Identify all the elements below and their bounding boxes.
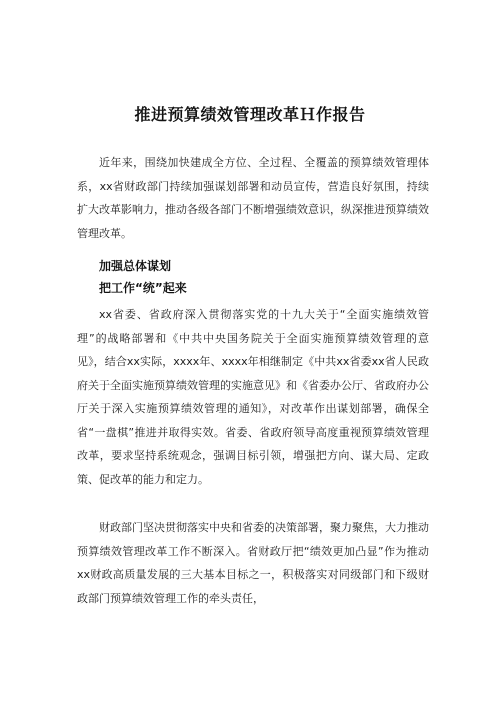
paragraph-intro: 近年来，围绕加快建成全方位、全过程、全覆盖的预算绩效管理体系，xx省财政部门持续加强谋划部署和动员宣传，营造良好氛围，持续扩大改革影响力，推动各级各部门不断增强绩效意识，纵深推进预算绩效管理改革。 xyxy=(77,156,429,240)
paragraph-finance-department: 财政部门坚决贯彻落实中央和省委的决策部署，聚力聚焦，大力推动预算绩效管理改革工作不断深入。省财政厅把“绩效更加凸显”作为推动xx财政高质量发展的三大基本目标之一，积极落实对同级部门和下级财政部门预算绩效管理工作的牵头责任， xyxy=(77,521,429,605)
section-heading-overall-planning: 加强总体谋划 xyxy=(99,259,172,273)
paragraph-provincial-deployment: xx省委、省政府深入贯彻落实党的十九大关于“全面实施绩效管理”的战略部署和《中共中央国务院关于全面实施预算绩效管理的意见》，结合xx实际，xxxx年、xxxx年相继制定《中共xx省委xx省人民政府关于全面实施预算绩效管理的实施意见》和《省委办公厅、省政府办公厅关于深入实施预算绩效管理的通知》，对改革作出谋划部署，确保全省“一盘棋”推进并取得实效。省委、省政府领导高度重视预算绩效管理改革，要求坚持系统观念，强调目标引领，增强把方向、谋大局、定政策、促改革的能力和定力。 xyxy=(77,308,429,486)
section-heading-coordinate-work: 把工作“统”起来 xyxy=(99,281,187,295)
document-title: 推进预算绩效管理改革Ｈ作报告 xyxy=(134,105,366,124)
